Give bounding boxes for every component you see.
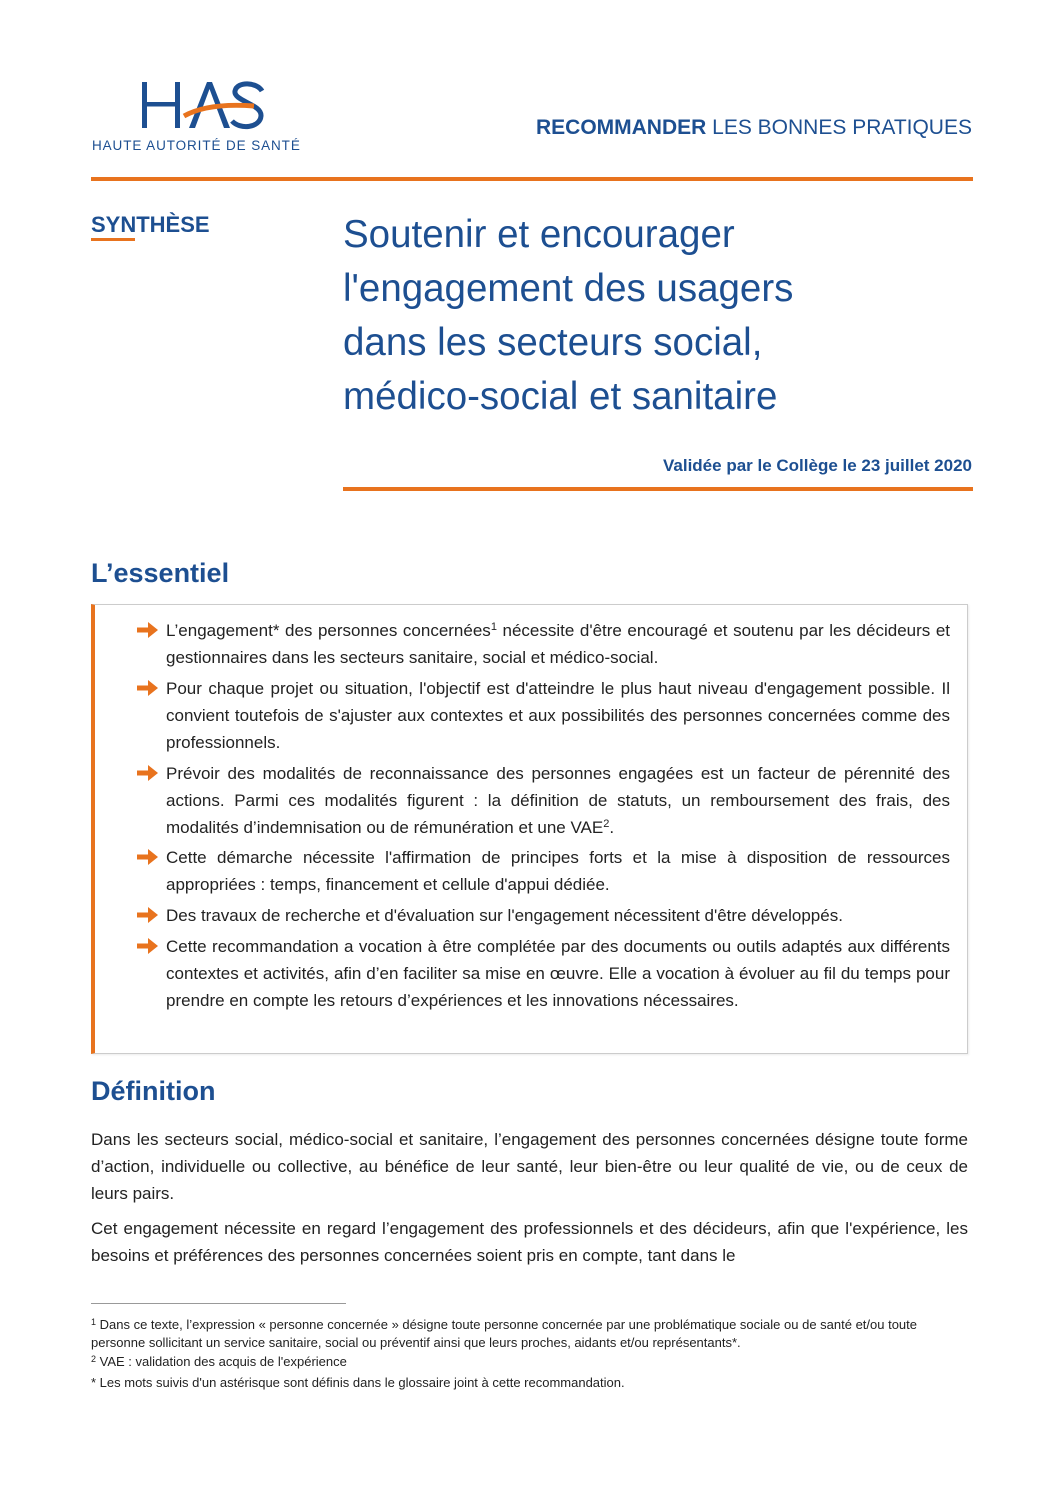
essentiel-item: Prévoir des modalités de reconnaissance des personnes engagées est un facteur de pérennité des actions. Parmi ces modalités figurent : la définition de statuts, un remboursement des frais, des modalités d’indemnisation ou de rémunération et une VAE$^2$. (166, 764, 950, 837)
header-divider (91, 177, 973, 181)
orange-arrow-icon (135, 679, 160, 697)
document-category (536, 116, 972, 140)
essentiel-item: Pour chaque projet ou situation, l'objectif est d'atteindre le plus haut niveau d'engagement possible. Il convient toutefois de s'ajuster aux contextes et aux possibilités des personnes concernées comme des professionnels. (166, 679, 950, 752)
essentiel-item: Cette recommandation a vocation à être complétée par des documents ou outils adaptés aux différents contextes et activités, afin d’en faciliter sa mise en œuvre. Elle a vocation à évoluer au fil du temps pour prendre en compte les retours d’expériences et les innovations nécessaires. (166, 937, 950, 1010)
essentiel-item: Cette démarche nécessite l'affirmation de principes forts et la mise à disposition de ressources appropriées : temps, financement et cellule d'appui dédiée. (166, 848, 950, 894)
category-bold: RECOMMANDER (535, 116, 707, 139)
title-line: Soutenir et encourager (343, 213, 735, 256)
has-logo (92, 76, 322, 161)
orange-arrow-icon (135, 848, 160, 866)
footnote-1: $^1$ Dans ce texte, l’expression « personne concernée » désigne toute personne concernée par une problématique sociale ou de santé et/ou toute personne sollicitant un service sanitaire, social ou préventif ainsi que leurs proches, aidants et/ou représentants*. (91, 1317, 918, 1350)
orange-arrow-icon (135, 906, 160, 924)
footnote-asterisk: * Les mots suivis d'un astérisque sont définis dans le glossaire joint à cette recommandation. (91, 1375, 625, 1390)
orange-arrow-icon (135, 764, 160, 782)
logo-subtitle: HAUTE AUTORITÉ DE SANTÉ (92, 138, 301, 153)
category-rest: LES BONNES PRATIQUES (706, 116, 972, 139)
footnote-2: $^2$ VAE : validation des acquis de l'expérience (91, 1354, 347, 1369)
document-title (343, 208, 943, 424)
footnote-divider (91, 1303, 346, 1304)
section-heading-definition: Définition (91, 1076, 216, 1106)
orange-arrow-icon (135, 937, 160, 955)
title-divider (343, 487, 973, 491)
definition-paragraph: Dans les secteurs social, médico-social et sanitaire, l’engagement des personnes concernées désigne toute forme d’action, individuelle ou collective, au bénéfice de leur santé, leur bien-être ou leur qualité de vie, ou de ceux de leurs pairs. (91, 1130, 968, 1203)
essentiel-item: L’engagement* des personnes concernées$^1$ nécessite d'être encouragé et soutenu par les décideurs et gestionnaires dans les secteurs sanitaire, social et médico-social. (166, 621, 951, 667)
title-line: dans les secteurs social, (343, 321, 763, 364)
title-line: médico-social et sanitaire (343, 375, 778, 418)
orange-arrow-icon (135, 621, 160, 639)
section-heading-essentiel: L’essentiel (91, 558, 230, 588)
has-logo-mark (92, 76, 267, 136)
document-type-label: SYNTHÈSE (91, 212, 210, 237)
validation-date: Validée par le Collège le 23 juillet 2020 (663, 456, 972, 475)
title-line: l'engagement des usagers (343, 267, 794, 310)
essentiel-item: Des travaux de recherche et d'évaluation sur l'engagement nécessitent d'être développés. (166, 906, 843, 925)
document-type-underline (91, 238, 135, 241)
definition-paragraph: Cet engagement nécessite en regard l’engagement des professionnels et des décideurs, afin que l'expérience, les besoins et préférences des personnes concernées soient pris en compte, tant dans le (91, 1219, 968, 1265)
